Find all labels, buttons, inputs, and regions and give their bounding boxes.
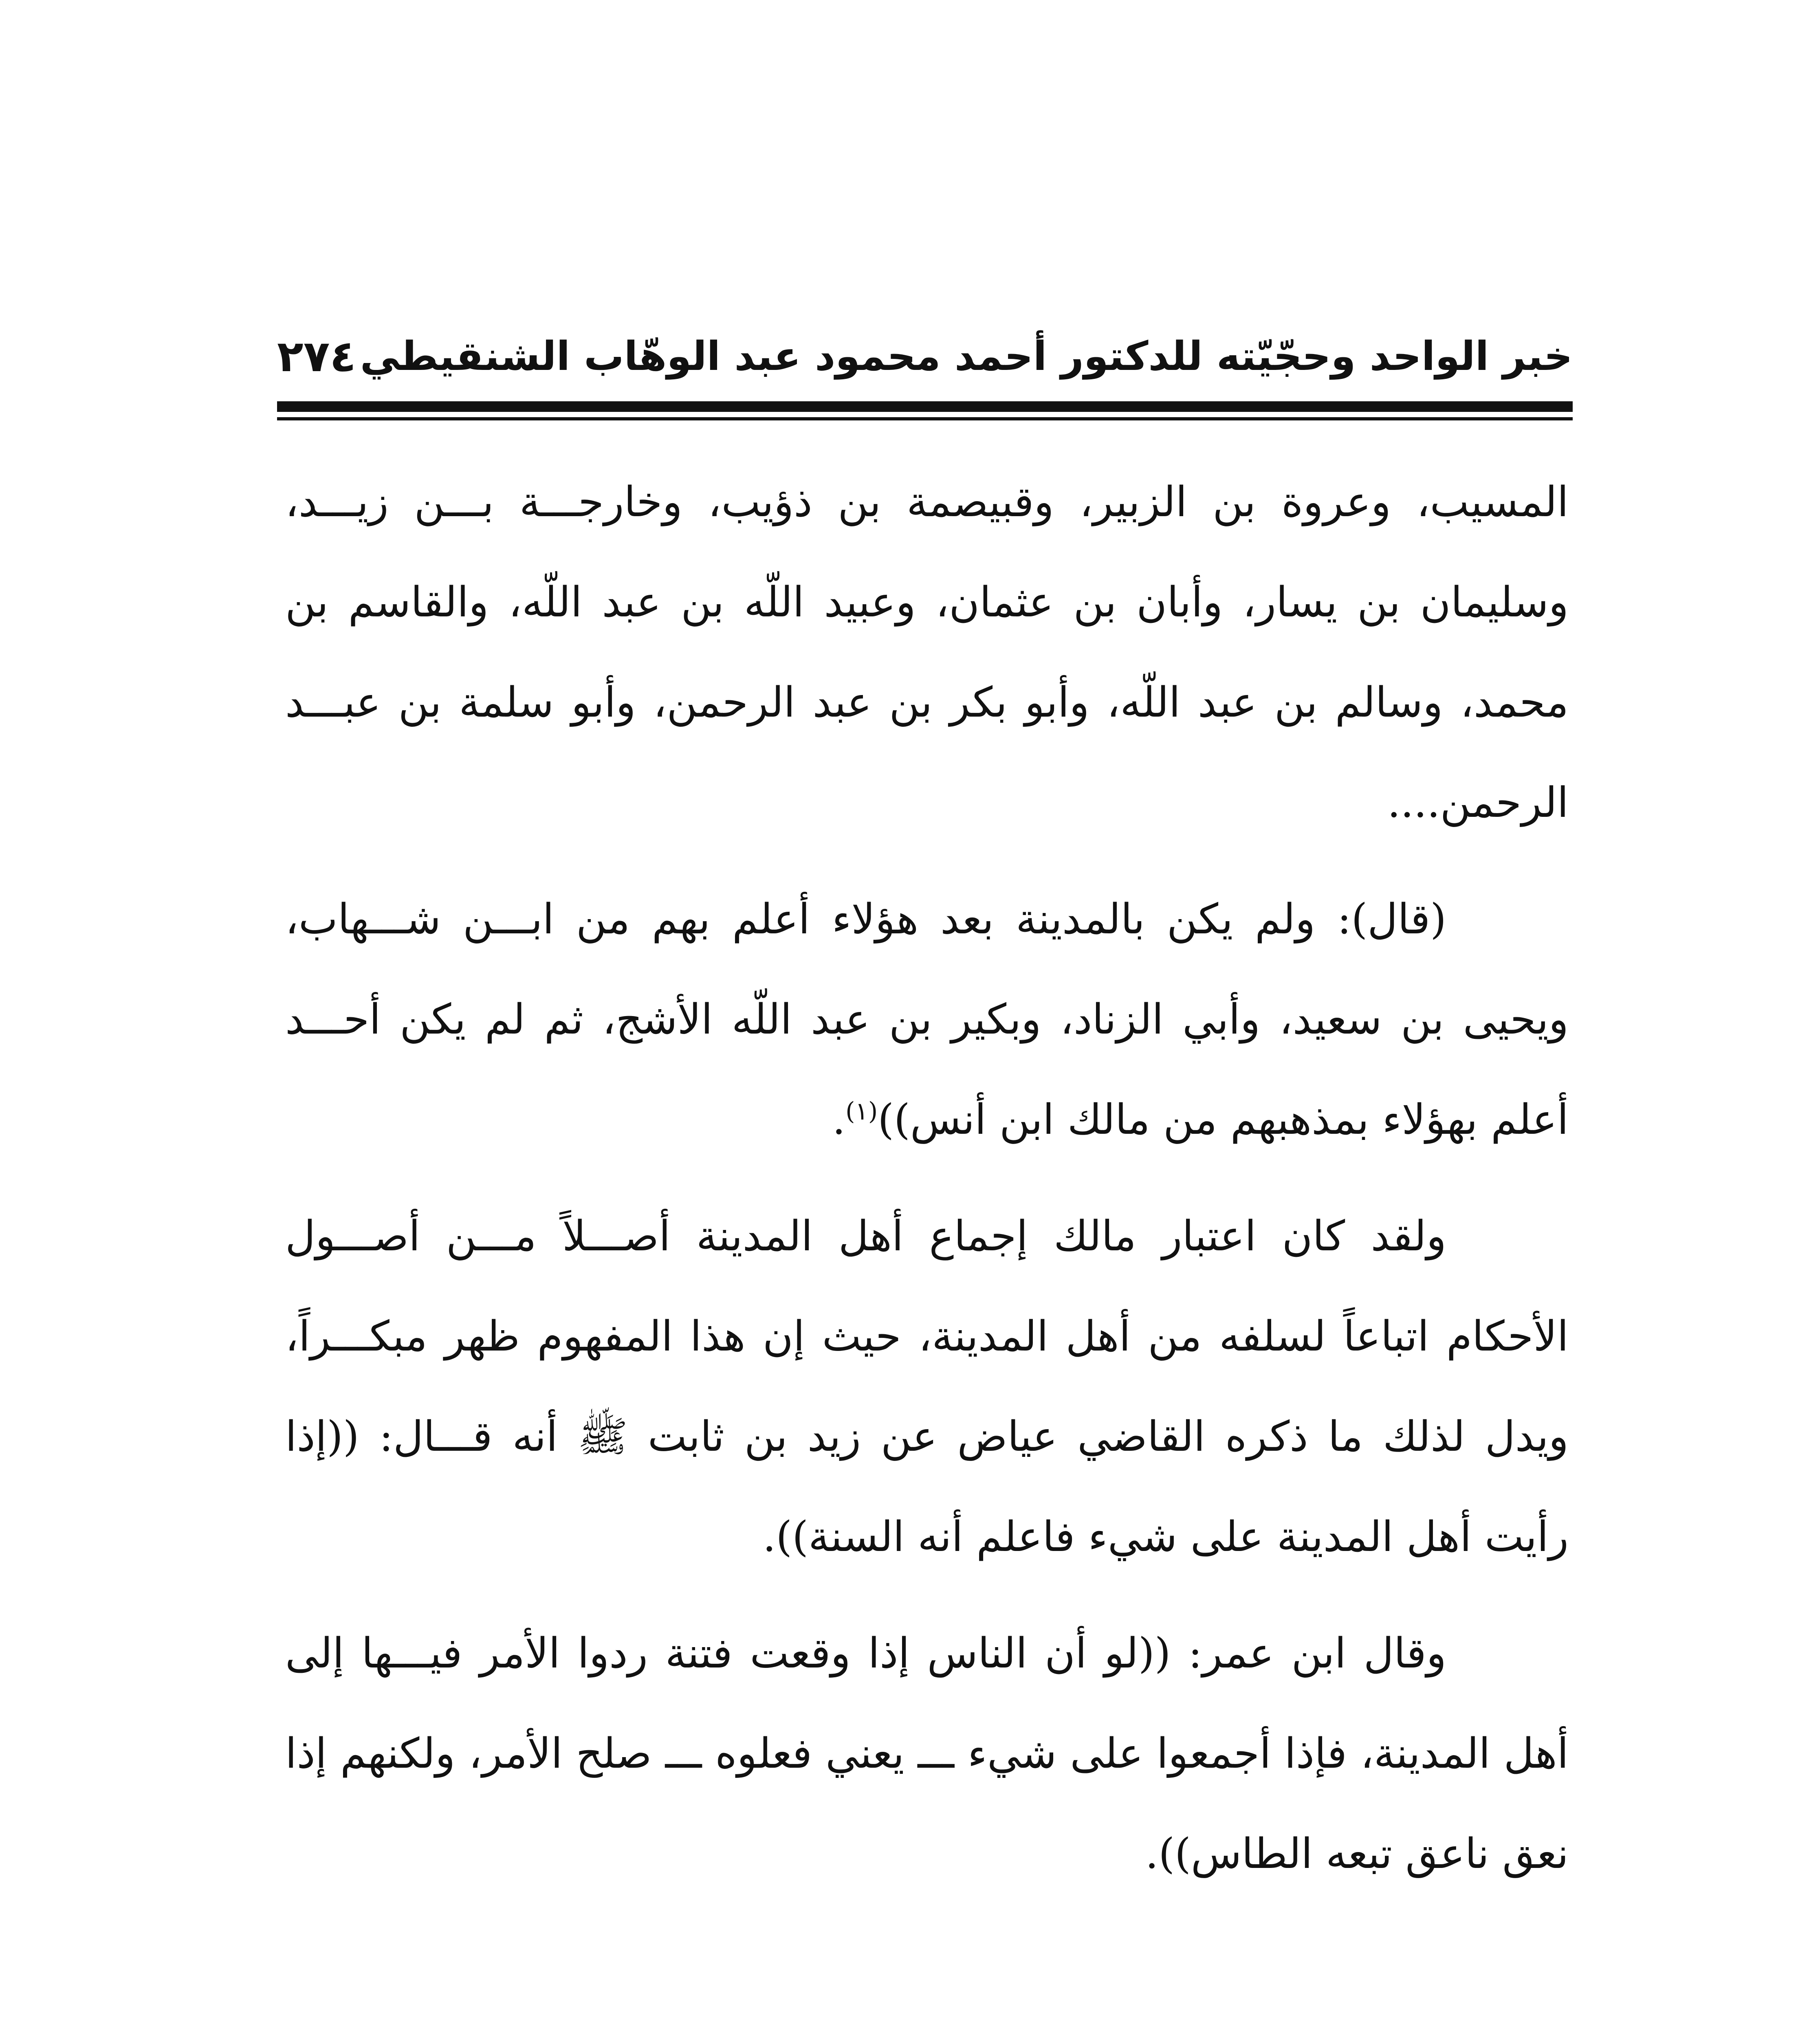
paragraph-4: وقال ابن عمر: ((لو أن الناس إذا وقعت فتنة ردوا الأمر فيـــها إلى أهل المدينة، فإذا أجمعوا على شيء ـــ يعني فعلوه ـــ صلح الأمر، ولكنهم إذا نعق ناعق تبعه الطاس)). xyxy=(285,1629,1569,1878)
paragraph-1: المسيب، وعروة بن الزبير، وقبيصمة بن ذؤيب، وخارجـــة بـــن زيـــد، وسليمان بن يسار، وأبان بن عثمان، وعبيد اللّه بن عبد اللّه، والقاسم بن محمد، وسالم بن عبد اللّه، وأبو بكر بن عبد الرحمن، وأبو سلمة بن عبـــد الرحمن.... xyxy=(285,478,1569,827)
running-header xyxy=(277,326,1573,387)
paragraph-3: ولقد كان اعتبار مالك إجماع أهل المدينة أصـــلاً مـــن أصـــول الأحكام اتباعاً لسلفه من أهل المدينة، حيث إن هذا المفهوم ظهر مبكـــراً، ويدل لذلك ما ذكره القاضي عياض عن زيد بن ثابت ﷺ أنه قـــال: ((إذا رأيت أهل المدينة على شيء فاعلم أنه السنة)). xyxy=(285,1212,1569,1561)
header-rule-thin xyxy=(277,417,1573,420)
page-number: ٢٧٤ xyxy=(277,331,357,381)
paragraph-2 xyxy=(285,869,1569,1170)
book-title: خبر الواحد وحجّيّته للدكتور أحمد محمود عبد الوهّاب الشنقيطي xyxy=(360,333,1573,380)
body-text xyxy=(285,452,1569,1920)
paragraph-2-text: (قال): ولم يكن بالمدينة بعد هؤلاء أعلم بهم من ابـــن شـــهاب، ويحيى بن سعيد، وأبي الزناد، وبكير بن عبد اللّه الأشج، ثم لم يكن أحـــد أعلم بهؤلاء بمذهبهم من مالك ابن أنس)) xyxy=(285,895,1569,1144)
footnote-reference: (١) xyxy=(845,1097,878,1126)
paragraph-2-end: . xyxy=(832,1095,846,1144)
header-rule-thick xyxy=(277,401,1573,412)
